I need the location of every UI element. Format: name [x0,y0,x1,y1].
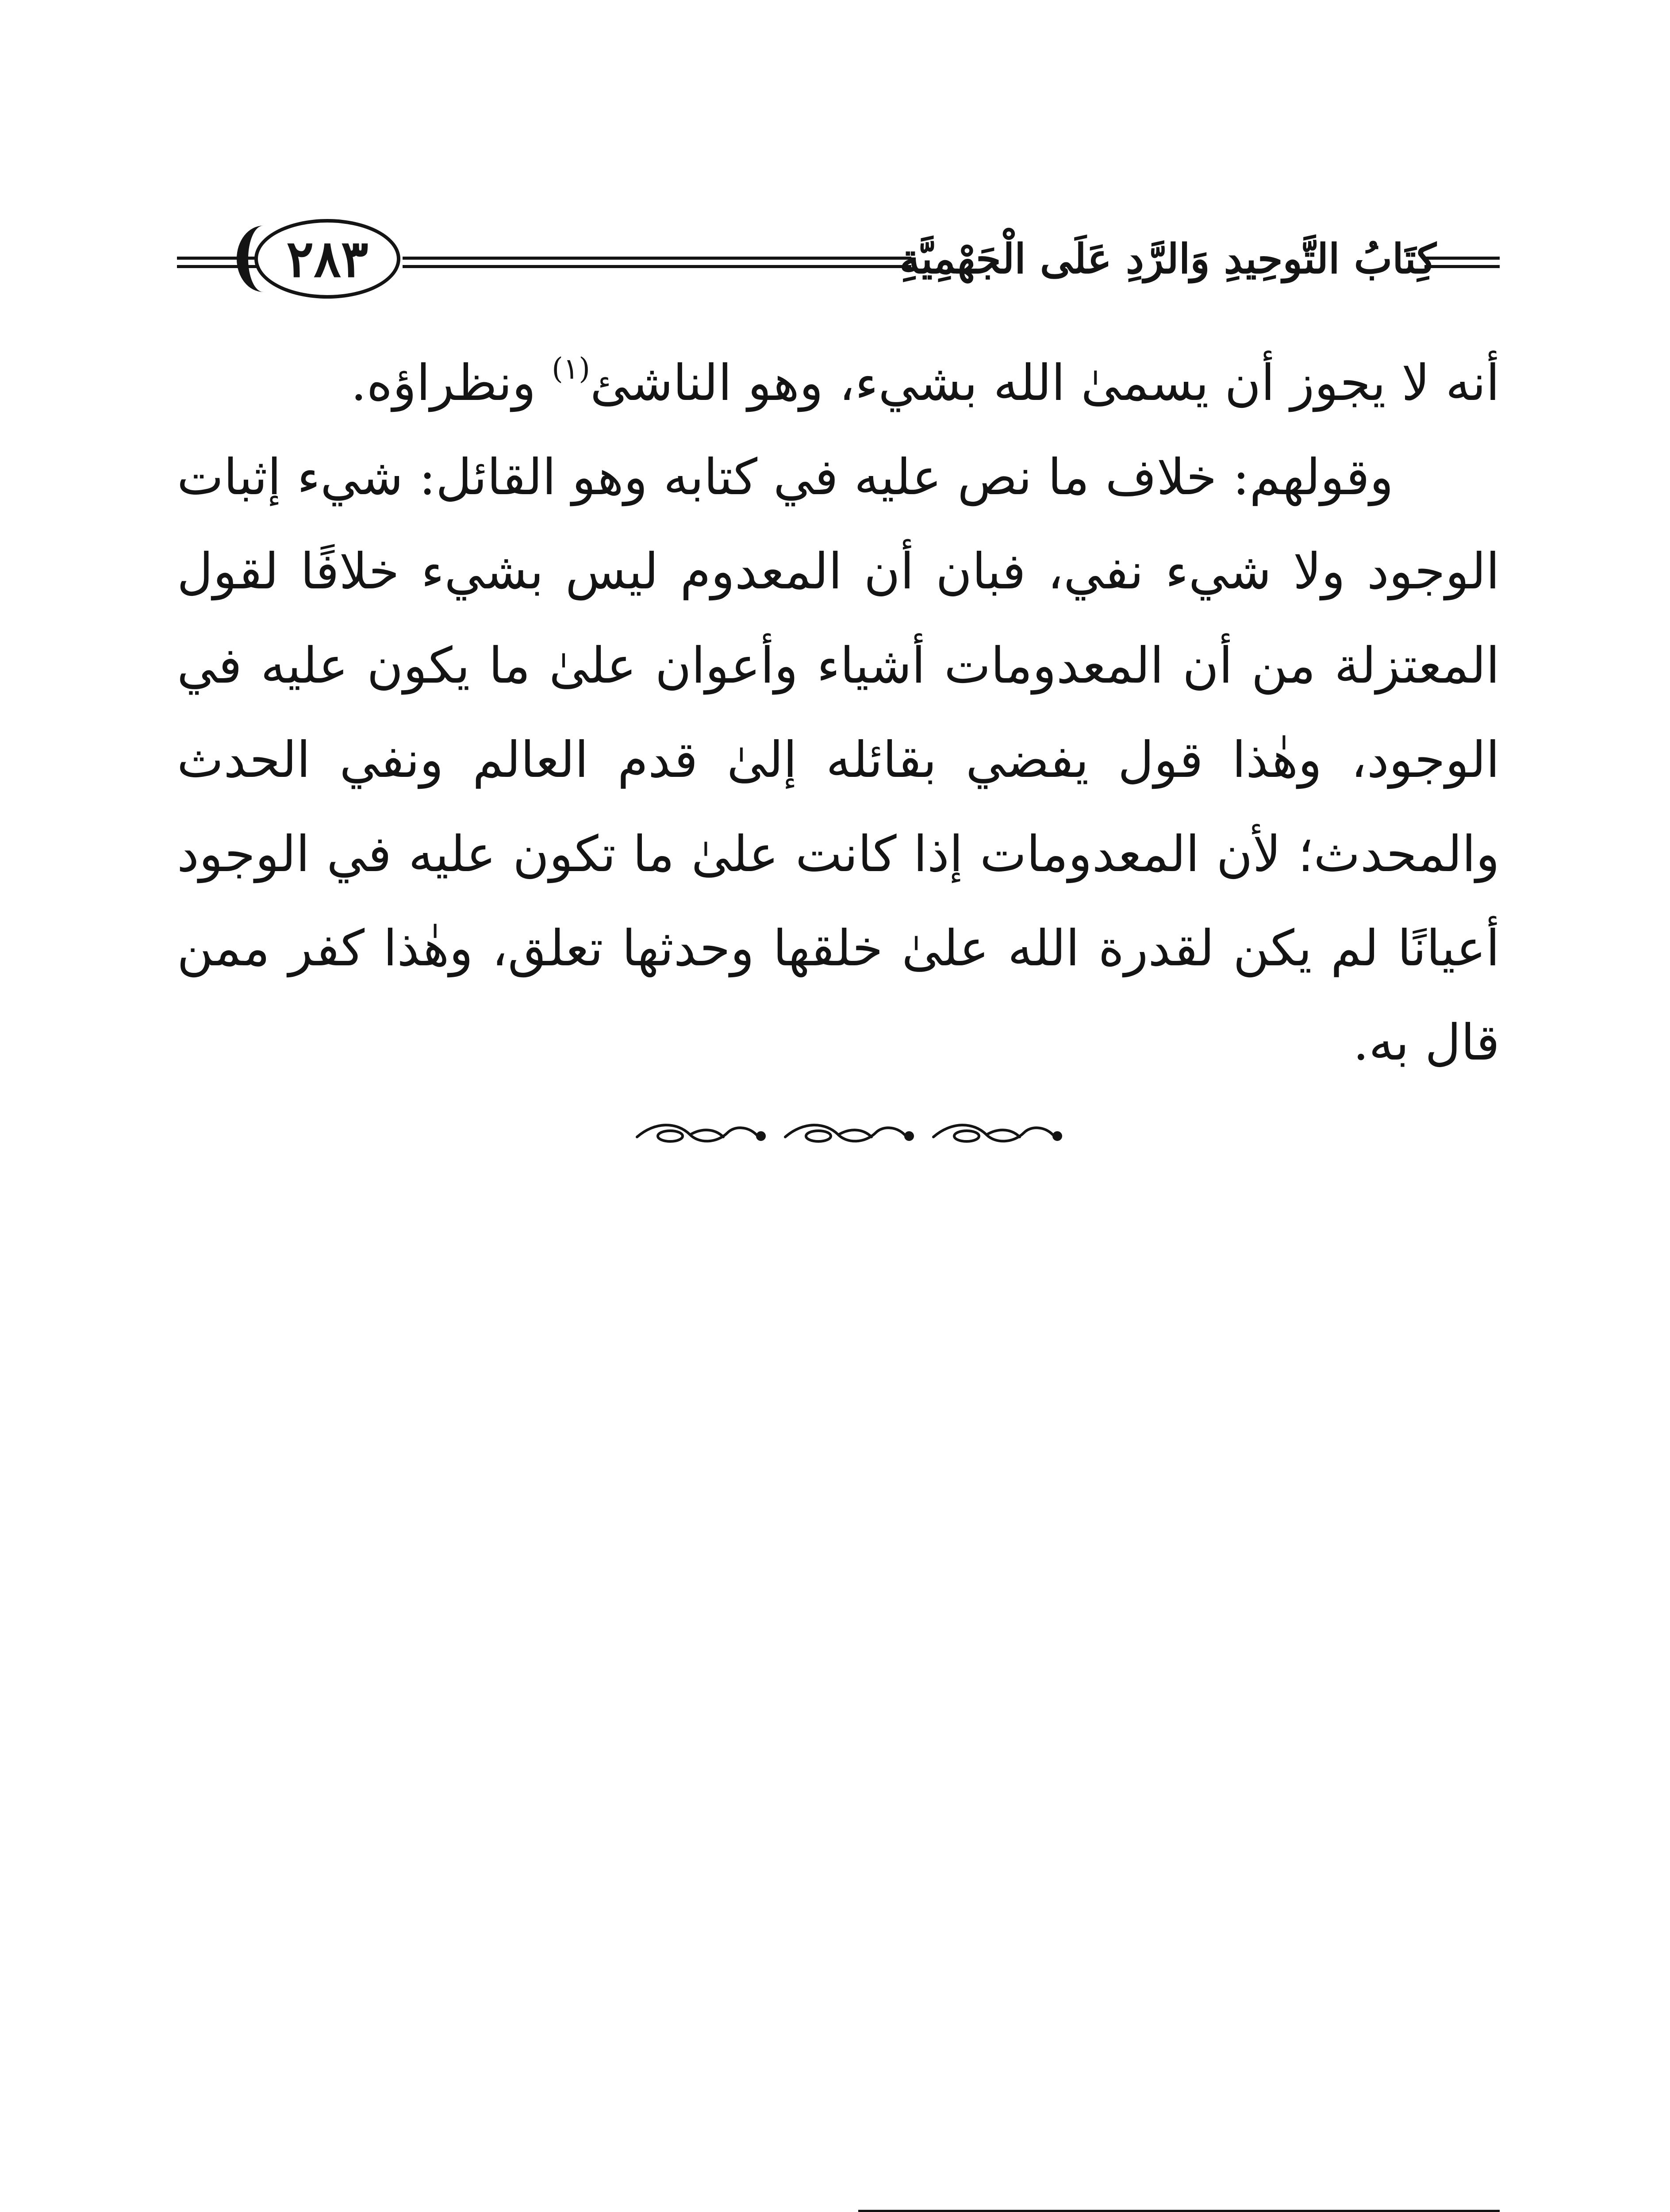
book-title: كِتَابُ التَّوحِيدِ وَالرَّدِ عَلَى الْجَهْمِيَّةِ [899,235,1436,283]
page-number: ٢٨٣ [286,229,369,289]
ornament-motif [933,1125,1061,1141]
ornament-motif [785,1125,913,1141]
ornament-motif [637,1125,764,1141]
header-rule-main [403,257,911,268]
page-number-badge [254,219,400,299]
paragraph-continuation: أنه لا يجوز أن يسمىٰ الله بشيء، وهو الناشئ$^{(١)}$ ونظراؤه. [351,352,1500,412]
footnote-separator [858,2210,1500,2212]
floral-divider-icon [628,1119,1071,1150]
footnote-reference[interactable]: (١) [552,352,591,386]
running-header [177,217,1500,319]
header-rule-right [1424,257,1500,268]
paragraph: وقولهم: خلاف ما نص عليه في كتابه وهو القائل: شيء إثبات الوجود ولا شيء نفي، فبان أن المعدوم ليس بشيء خلافًا لقول المعتزلة من أن المعدومات أشياء وأعوان علىٰ ما يكون عليه في الوجود، وهٰذا قول يفضي بقائله إلىٰ قدم العالم ونفي الحدث والمحدث؛ لأن المعدومات إذا كانت علىٰ ما تكون عليه في الوجود أعيانًا لم يكن لقدرة الله علىٰ خلقها وحدثها تعلق، وهٰذا كفر ممن قال به. [177,449,1500,1071]
main-text [177,336,1500,1090]
